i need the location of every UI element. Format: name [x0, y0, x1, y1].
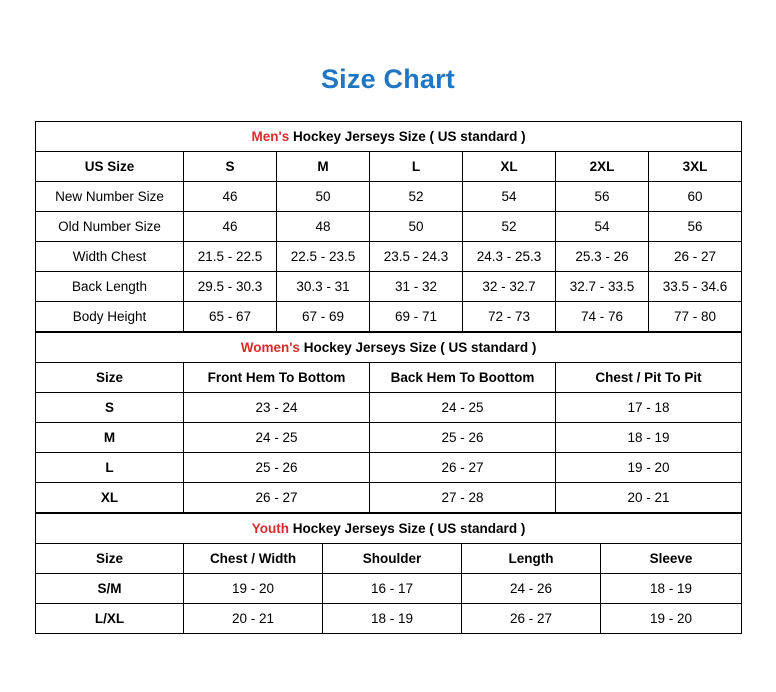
womens-row-3-val-1: 27 - 28: [370, 483, 556, 513]
table-row: [36, 272, 742, 302]
mens-row-0-val-2: 52: [370, 182, 463, 212]
womens-row-2-val-2: 19 - 20: [556, 453, 742, 483]
womens-column-header-row: [36, 363, 742, 393]
youth-row-1-val-1: 18 - 19: [323, 604, 462, 634]
mens-row-2-val-2: 23.5 - 24.3: [370, 242, 463, 272]
mens-row-1-label: Old Number Size: [36, 212, 184, 242]
mens-row-2-val-5: 26 - 27: [649, 242, 742, 272]
mens-row-3-val-1: 30.3 - 31: [277, 272, 370, 302]
youth-header-accent: Youth: [251, 521, 289, 536]
mens-row-3-val-0: 29.5 - 30.3: [184, 272, 277, 302]
mens-row-4-label: Body Height: [36, 302, 184, 332]
youth-row-1-val-0: 20 - 21: [184, 604, 323, 634]
mens-row-3-label: Back Length: [36, 272, 184, 302]
womens-row-3-val-0: 26 - 27: [184, 483, 370, 513]
womens-row-0-val-0: 23 - 24: [184, 393, 370, 423]
mens-row-0-val-4: 56: [556, 182, 649, 212]
youth-col-0: Size: [36, 544, 184, 574]
table-row: [36, 483, 742, 513]
mens-row-0-label: New Number Size: [36, 182, 184, 212]
womens-col-3: Chest / Pit To Pit: [556, 363, 742, 393]
mens-row-4-val-3: 72 - 73: [463, 302, 556, 332]
mens-section-header: [36, 122, 742, 152]
youth-col-2: Shoulder: [323, 544, 462, 574]
womens-row-2-val-1: 26 - 27: [370, 453, 556, 483]
mens-col-6: 3XL: [649, 152, 742, 182]
mens-header-rest: Hockey Jerseys Size ( US standard ): [289, 129, 526, 144]
youth-row-0-val-1: 16 - 17: [323, 574, 462, 604]
table-row: [36, 604, 742, 634]
youth-row-0-val-2: 24 - 26: [462, 574, 601, 604]
table-row: [36, 574, 742, 604]
mens-row-1-val-1: 48: [277, 212, 370, 242]
youth-section-header-row: [36, 514, 742, 544]
mens-row-1-val-4: 54: [556, 212, 649, 242]
mens-row-0-val-1: 50: [277, 182, 370, 212]
mens-row-2-val-4: 25.3 - 26: [556, 242, 649, 272]
mens-row-1-val-0: 46: [184, 212, 277, 242]
youth-section-header: [36, 514, 742, 544]
mens-row-1-val-2: 50: [370, 212, 463, 242]
mens-row-3-val-2: 31 - 32: [370, 272, 463, 302]
mens-row-1-val-5: 56: [649, 212, 742, 242]
mens-row-3-val-3: 32 - 32.7: [463, 272, 556, 302]
youth-col-4: Sleeve: [601, 544, 742, 574]
womens-size-table: [35, 332, 742, 513]
womens-row-1-label: M: [36, 423, 184, 453]
womens-row-2-val-0: 25 - 26: [184, 453, 370, 483]
table-row: [36, 242, 742, 272]
youth-row-1-val-2: 26 - 27: [462, 604, 601, 634]
youth-col-1: Chest / Width: [184, 544, 323, 574]
womens-section-header: [36, 333, 742, 363]
mens-row-2-val-1: 22.5 - 23.5: [277, 242, 370, 272]
womens-row-0-val-1: 24 - 25: [370, 393, 556, 423]
mens-row-2-label: Width Chest: [36, 242, 184, 272]
mens-row-2-val-0: 21.5 - 22.5: [184, 242, 277, 272]
womens-header-rest: Hockey Jerseys Size ( US standard ): [299, 340, 537, 355]
womens-row-3-val-2: 20 - 21: [556, 483, 742, 513]
womens-col-1: Front Hem To Bottom: [184, 363, 370, 393]
mens-section-header-row: [36, 122, 742, 152]
mens-row-4-val-4: 74 - 76: [556, 302, 649, 332]
table-row: [36, 393, 742, 423]
youth-row-1-label: L/XL: [36, 604, 184, 634]
youth-column-header-row: [36, 544, 742, 574]
page-title: Size Chart: [320, 64, 456, 94]
youth-row-0-val-3: 18 - 19: [601, 574, 742, 604]
mens-size-table: [35, 121, 742, 332]
table-row: [36, 212, 742, 242]
mens-col-5: 2XL: [556, 152, 649, 182]
womens-row-0-label: S: [36, 393, 184, 423]
womens-row-3-label: XL: [36, 483, 184, 513]
mens-row-0-val-3: 54: [463, 182, 556, 212]
mens-col-1: S: [184, 152, 277, 182]
womens-header-accent: Women's: [240, 340, 300, 355]
table-row: [36, 182, 742, 212]
womens-col-0: Size: [36, 363, 184, 393]
table-row: [36, 423, 742, 453]
mens-header-accent: Men's: [251, 129, 290, 144]
youth-size-table: [35, 513, 742, 634]
womens-row-2-label: L: [36, 453, 184, 483]
womens-section-header-row: [36, 333, 742, 363]
mens-col-4: XL: [463, 152, 556, 182]
womens-row-1-val-0: 24 - 25: [184, 423, 370, 453]
mens-row-1-val-3: 52: [463, 212, 556, 242]
mens-row-3-val-5: 33.5 - 34.6: [649, 272, 742, 302]
mens-row-4-val-2: 69 - 71: [370, 302, 463, 332]
youth-row-0-label: S/M: [36, 574, 184, 604]
mens-row-4-val-0: 65 - 67: [184, 302, 277, 332]
mens-col-0: US Size: [36, 152, 184, 182]
mens-col-2: M: [277, 152, 370, 182]
mens-col-3: L: [370, 152, 463, 182]
mens-row-3-val-4: 32.7 - 33.5: [556, 272, 649, 302]
mens-row-4-val-5: 77 - 80: [649, 302, 742, 332]
womens-row-1-val-1: 25 - 26: [370, 423, 556, 453]
youth-col-3: Length: [462, 544, 601, 574]
womens-row-1-val-2: 18 - 19: [556, 423, 742, 453]
mens-row-0-val-0: 46: [184, 182, 277, 212]
table-row: [36, 302, 742, 332]
size-chart-container: [35, 121, 741, 634]
mens-row-2-val-3: 24.3 - 25.3: [463, 242, 556, 272]
mens-column-header-row: [36, 152, 742, 182]
youth-header-rest: Hockey Jerseys Size ( US standard ): [288, 521, 526, 536]
womens-col-2: Back Hem To Boottom: [370, 363, 556, 393]
womens-row-0-val-2: 17 - 18: [556, 393, 742, 423]
youth-row-0-val-0: 19 - 20: [184, 574, 323, 604]
youth-row-1-val-3: 19 - 20: [601, 604, 742, 634]
mens-row-4-val-1: 67 - 69: [277, 302, 370, 332]
mens-row-0-val-5: 60: [649, 182, 742, 212]
table-row: [36, 453, 742, 483]
